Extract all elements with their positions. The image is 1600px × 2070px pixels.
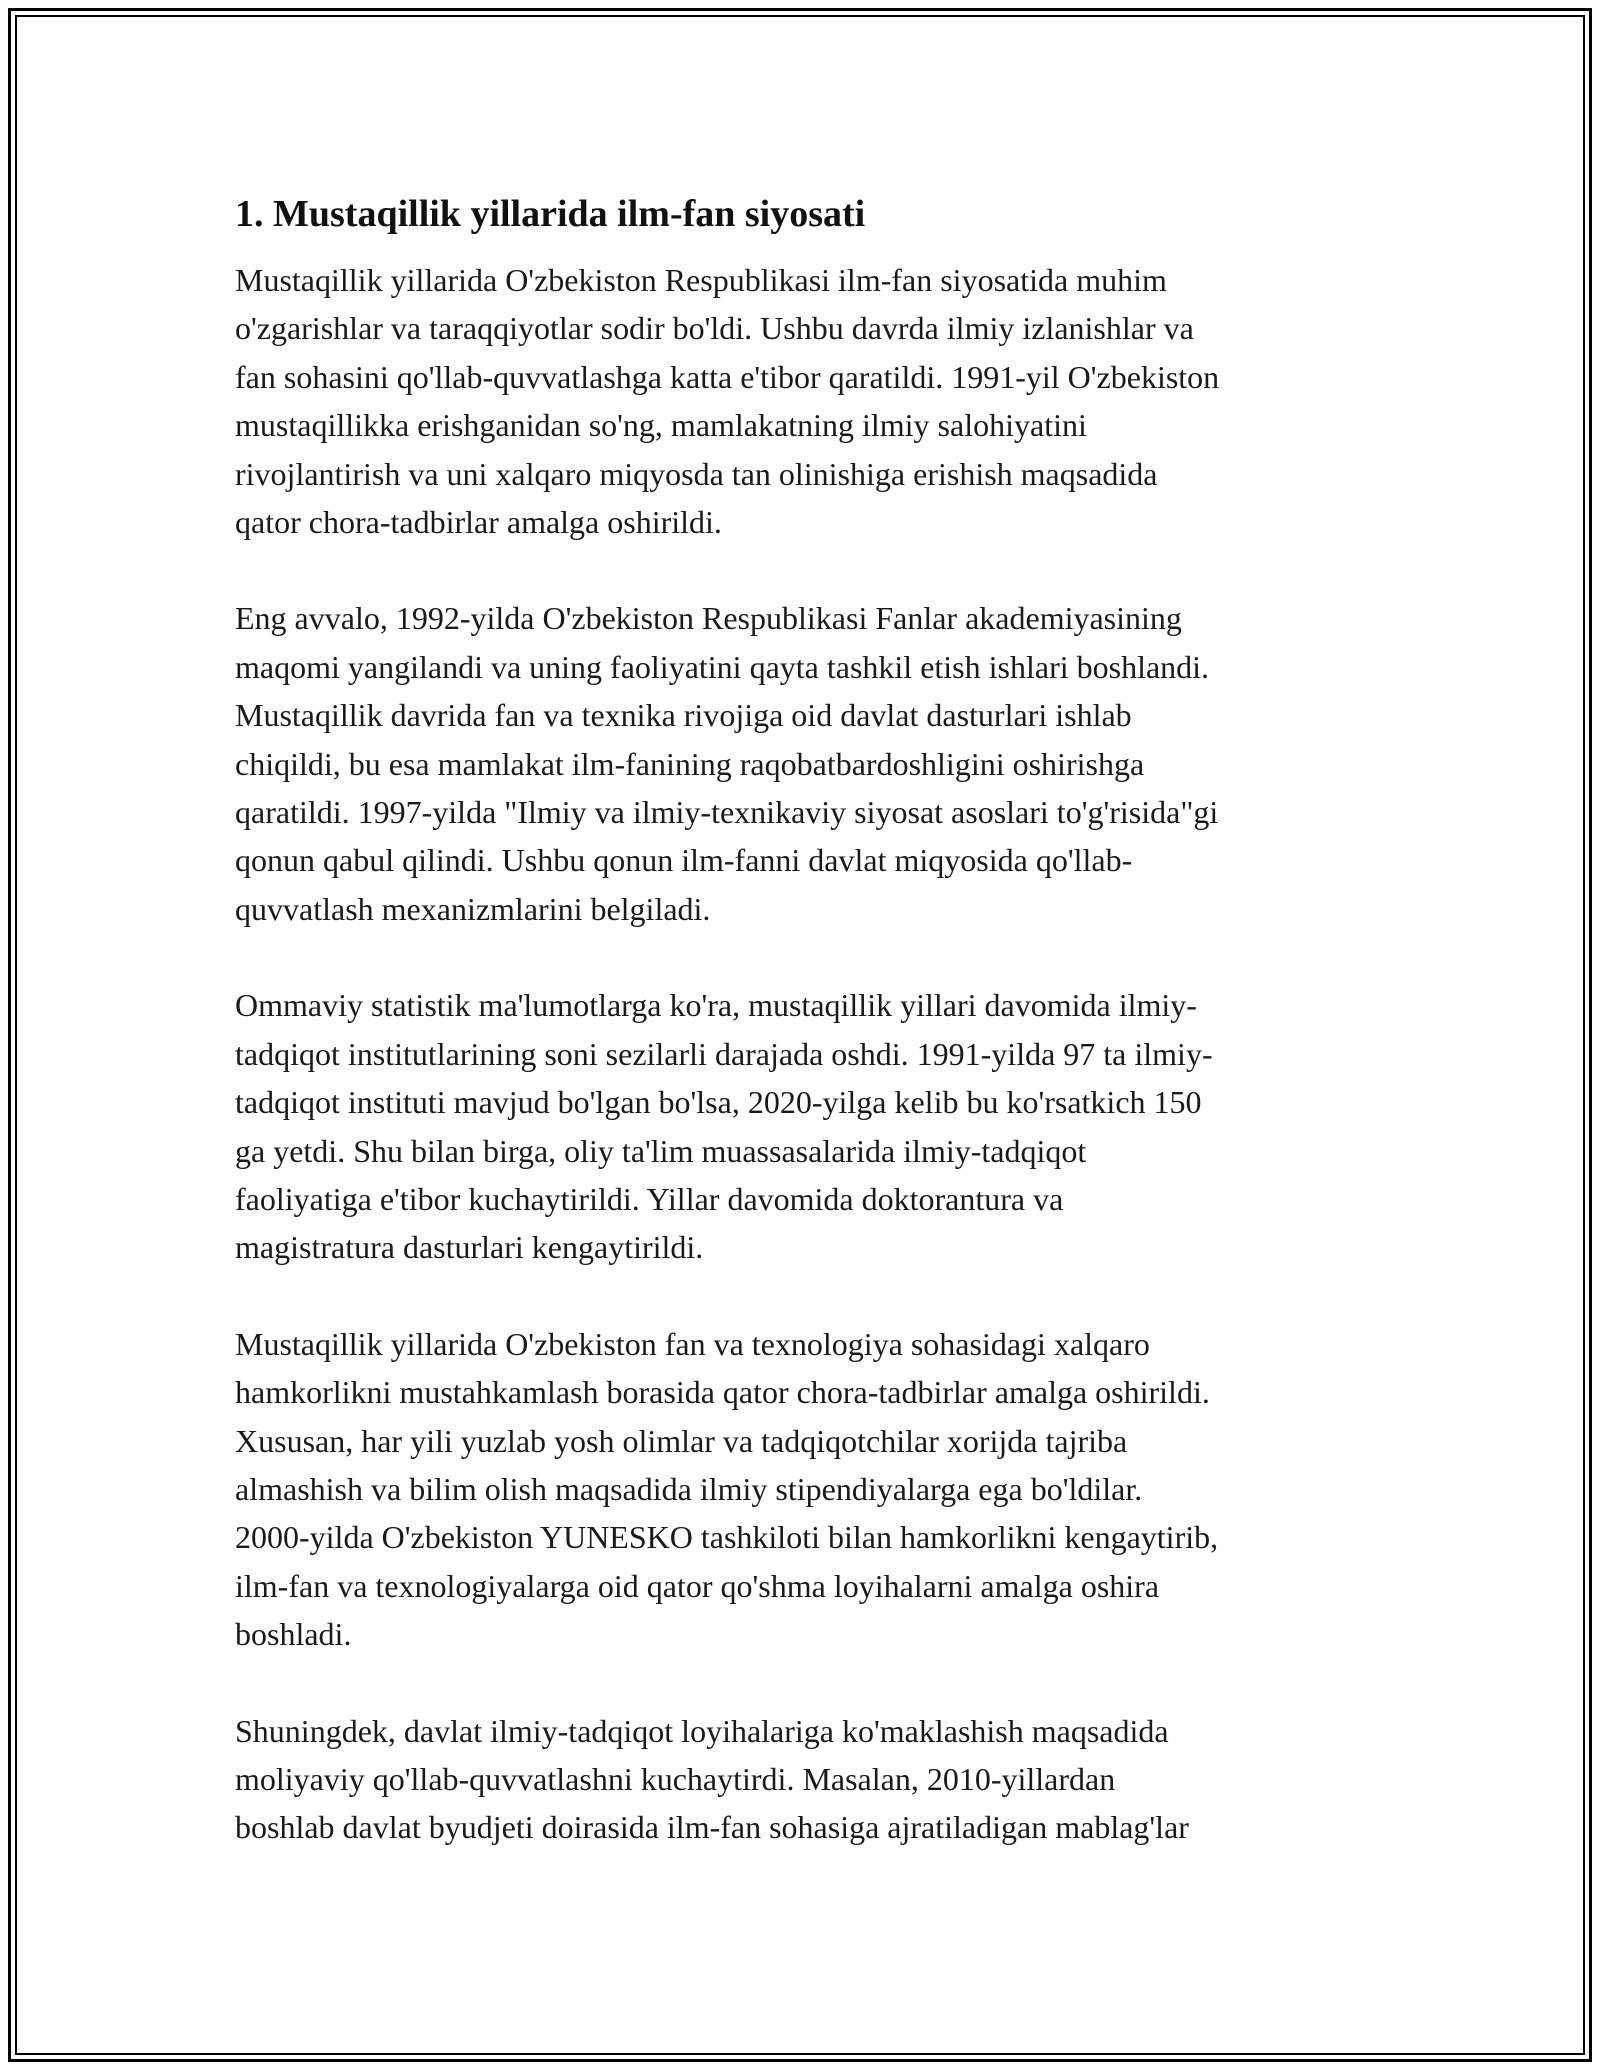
paragraph-2: Eng avvalo, 1992-yilda O'zbekiston Respublikasi Fanlar akademiyasining maqomi yangilandi va uning faoliyatini qayta tashkil etish ishlari boshlandi. Mustaqillik davrida fan va texnika rivojiga oid davlat dasturlari ishlab chiqildi, bu esa mamlakat ilm-fanining raqobatbardoshligini oshirishga qaratildi. 1997-yilda "Ilmiy va ilmiy-texnikaviy siyosat asoslari to'g'risida"gi qonun qabul qilindi. Ushbu qonun ilm-fanni davlat miqyosida qo'llab- quvvatlash mexanizmlarini belgiladi.	[235, 600, 1219, 927]
paragraph-1: Mustaqillik yillarida O'zbekiston Respublikasi ilm-fan siyosatida muhim o'zgarishlar va taraqqiyotlar sodir bo'ldi. Ushbu davrda ilmiy izlanishlar va fan sohasini qo'llab-quvvatlashga katta e'tibor qaratildi. 1991-yil O'zbekiston mustaqillikka erishganidan so'ng, mamlakatning ilmiy salohiyatini rivojlantirish va uni xalqaro miqyosda tan olinishiga erishish maqsadida qator chora-tadbirlar amalga oshirildi.	[235, 262, 1220, 541]
paragraph-4: Mustaqillik yillarida O'zbekiston fan va texnologiya sohasidagi xalqaro hamkorlikni mustahkamlash borasida qator chora-tadbirlar amalga oshirildi. Xususan, har yili yuzlab yosh olimlar va tadqiqotchilar xorijda tajriba almashish va bilim olish maqsadida ilmiy stipendiyalarga ega bo'ldilar. 2000-yilda O'zbekiston YUNESKO tashkiloti bilan hamkorlikni kengaytirib, ilm-fan va texnologiyalarga oid qator qo'shma loyihalarni amalga oshira boshladi.	[235, 1325, 1219, 1653]
paragraph-3: Ommaviy statistik ma'lumotlarga ko'ra, mustaqillik yillari davomida ilmiy- tadqiqot institutlarining soni sezilarli darajada oshdi. 1991-yilda 97 ta ilmiy- tadqiqot instituti mavjud bo'lgan bo'lsa, 2020-yilga kelib bu ko'rsatkich 150 ga yetdi. Shu bilan birga, oliy ta'lim muassasalarida ilmiy-tadqiqot faoliyatiga e'tibor kuchaytirildi. Yillar davomida doktorantura va magistratura dasturlari kengaytirildi.	[235, 987, 1213, 1266]
section-heading: 1. Mustaqillik yillarida ilm-fan siyosati	[235, 193, 866, 235]
paragraph-5: Shuningdek, davlat ilmiy-tadqiqot loyihalariga ko'maklashish maqsadida moliyaviy qo'llab-quvvatlashni kuchaytirdi. Masalan, 2010-yillardan boshlab davlat byudjeti doirasida ilm-fan sohasiga ajratiladigan mablag'lar	[235, 1712, 1189, 1846]
document-body	[235, 186, 1375, 1900]
